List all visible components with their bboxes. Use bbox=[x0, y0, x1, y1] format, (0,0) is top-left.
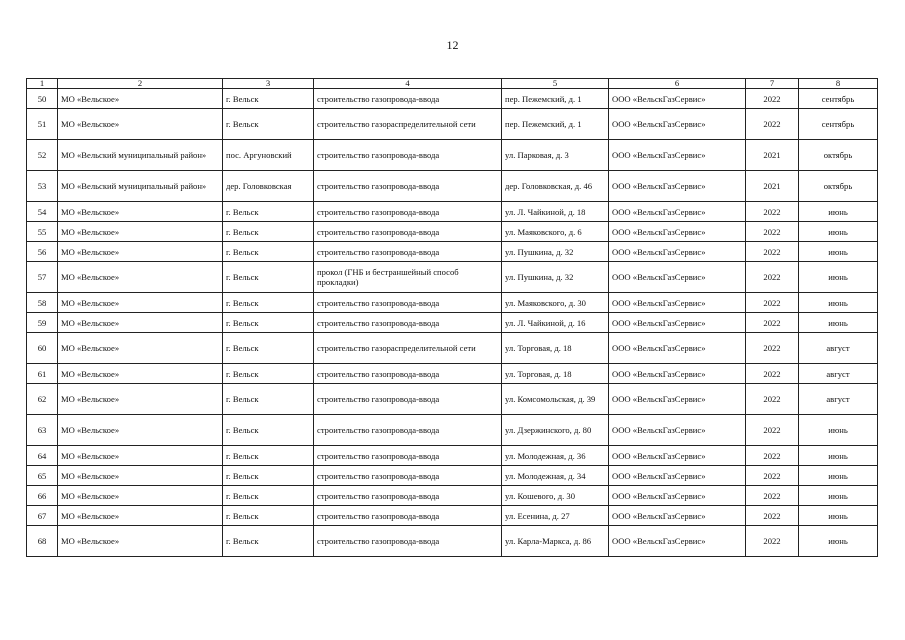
column-header: 1 bbox=[27, 79, 58, 89]
row-number-cell: 66 bbox=[27, 486, 58, 506]
organization-cell: ООО «ВельскГазСервис» bbox=[609, 293, 746, 313]
table-row bbox=[27, 222, 878, 242]
address-cell: ул. Парковая, д. 3 bbox=[502, 140, 609, 171]
municipality-cell: МО «Вельское» bbox=[58, 446, 223, 466]
address-cell: пер. Пежемский, д. 1 bbox=[502, 109, 609, 140]
municipality-cell: МО «Вельское» bbox=[58, 486, 223, 506]
address-cell: ул. Дзержинского, д. 80 bbox=[502, 415, 609, 446]
table-row bbox=[27, 446, 878, 466]
table-row bbox=[27, 242, 878, 262]
address-cell: ул. Карла-Маркса, д. 86 bbox=[502, 526, 609, 557]
row-number-cell: 65 bbox=[27, 466, 58, 486]
organization-cell: ООО «ВельскГазСервис» bbox=[609, 222, 746, 242]
table-row bbox=[27, 293, 878, 313]
row-number-cell: 54 bbox=[27, 202, 58, 222]
address-cell: ул. Маяковского, д. 6 bbox=[502, 222, 609, 242]
year-cell: 2022 bbox=[746, 262, 799, 293]
address-cell: ул. Пушкина, д. 32 bbox=[502, 242, 609, 262]
settlement-cell: г. Вельск bbox=[223, 89, 314, 109]
settlement-cell: пос. Аргуновский bbox=[223, 140, 314, 171]
settlement-cell: г. Вельск bbox=[223, 222, 314, 242]
table-row bbox=[27, 466, 878, 486]
organization-cell: ООО «ВельскГазСервис» bbox=[609, 242, 746, 262]
month-cell: июнь bbox=[799, 262, 878, 293]
organization-cell: ООО «ВельскГазСервис» bbox=[609, 526, 746, 557]
address-cell: пер. Пежемский, д. 1 bbox=[502, 89, 609, 109]
address-cell: ул. Есенина, д. 27 bbox=[502, 506, 609, 526]
municipality-cell: МО «Вельское» bbox=[58, 109, 223, 140]
settlement-cell: г. Вельск bbox=[223, 109, 314, 140]
row-number-cell: 68 bbox=[27, 526, 58, 557]
month-cell: август bbox=[799, 333, 878, 364]
row-number-cell: 64 bbox=[27, 446, 58, 466]
organization-cell: ООО «ВельскГазСервис» bbox=[609, 202, 746, 222]
municipality-cell: МО «Вельское» bbox=[58, 506, 223, 526]
year-cell: 2022 bbox=[746, 526, 799, 557]
month-cell: октябрь bbox=[799, 171, 878, 202]
table-row bbox=[27, 364, 878, 384]
gas-works-table bbox=[26, 78, 878, 557]
table-row bbox=[27, 262, 878, 293]
municipality-cell: МО «Вельское» bbox=[58, 364, 223, 384]
address-cell: ул. Молодежная, д. 34 bbox=[502, 466, 609, 486]
row-number-cell: 50 bbox=[27, 89, 58, 109]
work-type-cell: строительство газораспределительной сети bbox=[314, 333, 502, 364]
settlement-cell: г. Вельск bbox=[223, 333, 314, 364]
table-row bbox=[27, 526, 878, 557]
month-cell: июнь bbox=[799, 526, 878, 557]
address-cell: дер. Головковская, д. 46 bbox=[502, 171, 609, 202]
organization-cell: ООО «ВельскГазСервис» bbox=[609, 140, 746, 171]
month-cell: июнь bbox=[799, 446, 878, 466]
municipality-cell: МО «Вельское» bbox=[58, 415, 223, 446]
work-type-cell: строительство газопровода-ввода bbox=[314, 140, 502, 171]
row-number-cell: 55 bbox=[27, 222, 58, 242]
row-number-cell: 63 bbox=[27, 415, 58, 446]
organization-cell: ООО «ВельскГазСервис» bbox=[609, 466, 746, 486]
year-cell: 2022 bbox=[746, 466, 799, 486]
organization-cell: ООО «ВельскГазСервис» bbox=[609, 486, 746, 506]
month-cell: июнь bbox=[799, 313, 878, 333]
work-type-cell: строительство газопровода-ввода bbox=[314, 202, 502, 222]
work-type-cell: строительство газопровода-ввода bbox=[314, 89, 502, 109]
year-cell: 2022 bbox=[746, 89, 799, 109]
organization-cell: ООО «ВельскГазСервис» bbox=[609, 384, 746, 415]
municipality-cell: МО «Вельское» bbox=[58, 526, 223, 557]
year-cell: 2021 bbox=[746, 140, 799, 171]
column-header: 4 bbox=[314, 79, 502, 89]
row-number-cell: 58 bbox=[27, 293, 58, 313]
settlement-cell: г. Вельск bbox=[223, 506, 314, 526]
work-type-cell: строительство газопровода-ввода bbox=[314, 466, 502, 486]
work-type-cell: строительство газопровода-ввода bbox=[314, 506, 502, 526]
row-number-cell: 51 bbox=[27, 109, 58, 140]
column-number-row bbox=[27, 79, 878, 89]
month-cell: июнь bbox=[799, 486, 878, 506]
table-row bbox=[27, 384, 878, 415]
year-cell: 2022 bbox=[746, 364, 799, 384]
month-cell: июнь bbox=[799, 242, 878, 262]
settlement-cell: г. Вельск bbox=[223, 415, 314, 446]
work-type-cell: строительство газопровода-ввода bbox=[314, 486, 502, 506]
month-cell: июнь bbox=[799, 415, 878, 446]
address-cell: ул. Кошевого, д. 30 bbox=[502, 486, 609, 506]
settlement-cell: г. Вельск bbox=[223, 364, 314, 384]
work-type-cell: строительство газопровода-ввода bbox=[314, 313, 502, 333]
work-type-cell: строительство газопровода-ввода bbox=[314, 242, 502, 262]
year-cell: 2022 bbox=[746, 415, 799, 446]
work-type-cell: строительство газопровода-ввода bbox=[314, 446, 502, 466]
settlement-cell: г. Вельск bbox=[223, 384, 314, 415]
year-cell: 2022 bbox=[746, 202, 799, 222]
work-type-cell: строительство газопровода-ввода bbox=[314, 364, 502, 384]
address-cell: ул. Торговая, д. 18 bbox=[502, 333, 609, 364]
work-type-cell: строительство газопровода-ввода bbox=[314, 526, 502, 557]
organization-cell: ООО «ВельскГазСервис» bbox=[609, 415, 746, 446]
work-type-cell: строительство газопровода-ввода bbox=[314, 171, 502, 202]
month-cell: июнь bbox=[799, 466, 878, 486]
month-cell: сентябрь bbox=[799, 89, 878, 109]
address-cell: ул. Л. Чайкиной, д. 18 bbox=[502, 202, 609, 222]
address-cell: ул. Л. Чайкиной, д. 16 bbox=[502, 313, 609, 333]
address-cell: ул. Молодежная, д. 36 bbox=[502, 446, 609, 466]
municipality-cell: МО «Вельское» bbox=[58, 89, 223, 109]
settlement-cell: г. Вельск bbox=[223, 262, 314, 293]
settlement-cell: г. Вельск bbox=[223, 526, 314, 557]
month-cell: июнь bbox=[799, 293, 878, 313]
settlement-cell: г. Вельск bbox=[223, 313, 314, 333]
settlement-cell: г. Вельск bbox=[223, 202, 314, 222]
month-cell: август bbox=[799, 384, 878, 415]
month-cell: август bbox=[799, 364, 878, 384]
column-header: 6 bbox=[609, 79, 746, 89]
municipality-cell: МО «Вельский муниципальный район» bbox=[58, 140, 223, 171]
settlement-cell: г. Вельск bbox=[223, 486, 314, 506]
address-cell: ул. Пушкина, д. 32 bbox=[502, 262, 609, 293]
address-cell: ул. Комсомольская, д. 39 bbox=[502, 384, 609, 415]
municipality-cell: МО «Вельское» bbox=[58, 384, 223, 415]
year-cell: 2021 bbox=[746, 171, 799, 202]
address-cell: ул. Торговая, д. 18 bbox=[502, 364, 609, 384]
year-cell: 2022 bbox=[746, 486, 799, 506]
organization-cell: ООО «ВельскГазСервис» bbox=[609, 446, 746, 466]
organization-cell: ООО «ВельскГазСервис» bbox=[609, 171, 746, 202]
column-header: 8 bbox=[799, 79, 878, 89]
settlement-cell: г. Вельск bbox=[223, 446, 314, 466]
table-row bbox=[27, 313, 878, 333]
row-number-cell: 67 bbox=[27, 506, 58, 526]
work-type-cell: строительство газопровода-ввода bbox=[314, 293, 502, 313]
row-number-cell: 57 bbox=[27, 262, 58, 293]
organization-cell: ООО «ВельскГазСервис» bbox=[609, 89, 746, 109]
year-cell: 2022 bbox=[746, 446, 799, 466]
year-cell: 2022 bbox=[746, 384, 799, 415]
table-row bbox=[27, 486, 878, 506]
month-cell: октябрь bbox=[799, 140, 878, 171]
municipality-cell: МО «Вельское» bbox=[58, 242, 223, 262]
year-cell: 2022 bbox=[746, 293, 799, 313]
organization-cell: ООО «ВельскГазСервис» bbox=[609, 262, 746, 293]
table-row bbox=[27, 109, 878, 140]
settlement-cell: дер. Головковская bbox=[223, 171, 314, 202]
month-cell: июнь bbox=[799, 202, 878, 222]
table-row bbox=[27, 140, 878, 171]
column-header: 7 bbox=[746, 79, 799, 89]
row-number-cell: 56 bbox=[27, 242, 58, 262]
year-cell: 2022 bbox=[746, 333, 799, 364]
municipality-cell: МО «Вельское» bbox=[58, 313, 223, 333]
row-number-cell: 52 bbox=[27, 140, 58, 171]
year-cell: 2022 bbox=[746, 506, 799, 526]
municipality-cell: МО «Вельский муниципальный район» bbox=[58, 171, 223, 202]
work-type-cell: строительство газораспределительной сети bbox=[314, 109, 502, 140]
table-row bbox=[27, 89, 878, 109]
municipality-cell: МО «Вельское» bbox=[58, 293, 223, 313]
table-row bbox=[27, 415, 878, 446]
column-header: 3 bbox=[223, 79, 314, 89]
work-type-cell: строительство газопровода-ввода bbox=[314, 222, 502, 242]
municipality-cell: МО «Вельское» bbox=[58, 262, 223, 293]
work-type-cell: прокол (ГНБ и бестраншейный способ прокладки) bbox=[314, 262, 502, 293]
organization-cell: ООО «ВельскГазСервис» bbox=[609, 506, 746, 526]
municipality-cell: МО «Вельское» bbox=[58, 202, 223, 222]
organization-cell: ООО «ВельскГазСервис» bbox=[609, 364, 746, 384]
year-cell: 2022 bbox=[746, 313, 799, 333]
table-row bbox=[27, 202, 878, 222]
year-cell: 2022 bbox=[746, 222, 799, 242]
municipality-cell: МО «Вельское» bbox=[58, 222, 223, 242]
page-number: 12 bbox=[446, 38, 459, 52]
month-cell: июнь bbox=[799, 506, 878, 526]
settlement-cell: г. Вельск bbox=[223, 242, 314, 262]
row-number-cell: 62 bbox=[27, 384, 58, 415]
settlement-cell: г. Вельск bbox=[223, 466, 314, 486]
work-type-cell: строительство газопровода-ввода bbox=[314, 384, 502, 415]
row-number-cell: 53 bbox=[27, 171, 58, 202]
row-number-cell: 60 bbox=[27, 333, 58, 364]
table-row bbox=[27, 333, 878, 364]
municipality-cell: МО «Вельское» bbox=[58, 466, 223, 486]
column-header: 5 bbox=[502, 79, 609, 89]
organization-cell: ООО «ВельскГазСервис» bbox=[609, 313, 746, 333]
work-type-cell: строительство газопровода-ввода bbox=[314, 415, 502, 446]
settlement-cell: г. Вельск bbox=[223, 293, 314, 313]
table-row bbox=[27, 506, 878, 526]
organization-cell: ООО «ВельскГазСервис» bbox=[609, 333, 746, 364]
address-cell: ул. Маяковского, д. 30 bbox=[502, 293, 609, 313]
month-cell: сентябрь bbox=[799, 109, 878, 140]
table-row bbox=[27, 171, 878, 202]
month-cell: июнь bbox=[799, 222, 878, 242]
year-cell: 2022 bbox=[746, 242, 799, 262]
row-number-cell: 61 bbox=[27, 364, 58, 384]
column-header: 2 bbox=[58, 79, 223, 89]
municipality-cell: МО «Вельское» bbox=[58, 333, 223, 364]
year-cell: 2022 bbox=[746, 109, 799, 140]
row-number-cell: 59 bbox=[27, 313, 58, 333]
organization-cell: ООО «ВельскГазСервис» bbox=[609, 109, 746, 140]
